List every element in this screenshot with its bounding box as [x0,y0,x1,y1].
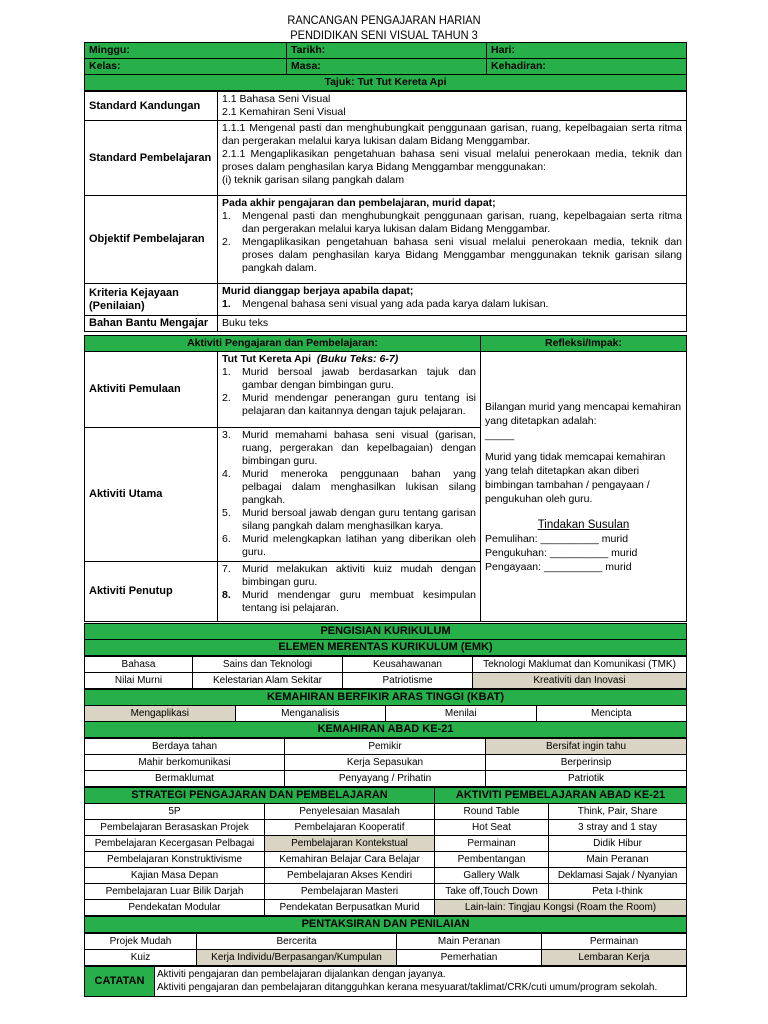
catatan-value [155,967,687,997]
emk-cell: Nilai Murni [85,673,193,689]
strategi-cell: Pembelajaran Konstruktivisme [85,852,265,868]
abad-cell: Mahir berkomunikasi [85,755,285,771]
abad-cell: Pemikir [285,739,486,755]
sp-item-2: 2.1.1 Mengaplikasikan pengetahuan bahasa seni visual melalui penerokaan media, teknik dan proses dalam penghasilan karya Bidang Menggambar menggunakan: [222,148,682,173]
emk-cell: Kelestarian Alam Sekitar [193,673,343,689]
utama-value [218,428,481,562]
bahan-label: Bahan Bantu Mengajar [85,316,218,332]
curriculum-section [84,623,686,997]
standard-kandungan-label: Standard Kandungan [85,92,218,121]
abad-header: KEMAHIRAN ABAD KE-21 [85,722,687,738]
emk-cell: Sains dan Teknologi [193,657,343,673]
pengayaan: Pengayaan: __________ murid [485,560,632,573]
strategi-cell: Think, Pair, Share [549,804,687,820]
pemulaan-item-1: 1. Murid bersoal jawab berdasarkan tajuk dan gambar dengan bimbingan guru. [222,366,477,391]
emk-cell: Patriotisme [343,673,473,689]
standard-pembelajaran-value [218,121,687,196]
objektif-label: Objektif Pembelajaran [85,196,218,284]
strategi-cell: Kajian Masa Depan [85,868,265,884]
utama-item-4: 4. Murid meneroka penggunaan bahan yang pelbagai dalam menghasilkan lukisan silang pangkah. [222,468,477,506]
strategi-cell: Gallery Walk [435,868,549,884]
strategi-cell: Pembentangan [435,852,549,868]
objektif-value [218,196,687,284]
pentaksiran-cell: Bercerita [197,934,397,950]
abad-cell: Penyayang / Prihatin [285,771,486,787]
standard-kandungan-value [218,92,687,121]
hari-field: Hari: [487,43,687,59]
abad-cell: Berperinsip [486,755,687,771]
penutup-item-8: 8. Murid mendengar guru membuat kesimpulan tentang isi pelajaran. [222,589,477,614]
pemulaan-item-2: 2. Murid mendengar penerangan guru tentang isi pelajaran dan kaitannya dengan tajuk pelajaran. [222,392,477,417]
sp-item-1: 1.1.1 Mengenal pasti dan menghubungkait penggunaan garisan, ruang, kepelbagaian serta ritma dan pergerakan melalui karya lukisan dalam Bidang Menggambar. [222,122,682,147]
standard-pembelajaran-label: Standard Pembelajaran [85,121,218,196]
emk-cell-selected: Kreativiti dan Inovasi [473,673,687,689]
pemulaan-value [218,352,481,428]
emk-header: ELEMEN MERENTAS KURIKULUM (EMK) [85,640,687,656]
kehadiran-field: Kehadiran: [487,59,687,75]
objektif-item-1: 1. Mengenal pasti dan menghubungkait penggunaan garisan, ruang, kepelbagaian serta ritma dan pergerakan melalui karya lukisan dalam Bidang Menggambar. [222,210,682,235]
objektif-intro: Pada akhir pengajaran dan pembelajaran, murid dapat; [222,197,496,209]
penutup-value [218,562,481,622]
refleksi-p1: Bilangan murid yang mencapai kemahiran yang ditetapkan adalah: [485,400,682,427]
abad-cell: Berdaya tahan [85,739,285,755]
strategi-cell: Kemahiran Belajar Cara Belajar [265,852,435,868]
top-section [84,42,686,332]
pentaksiran-cell: Pemerhatian [397,950,542,966]
pengisian-header: PENGISIAN KURIKULUM [85,624,687,640]
penutup-label: Aktiviti Penutup [85,562,218,622]
tajuk-row: Tajuk: Tut Tut Kereta Api [85,75,687,91]
tarikh-field: Tarikh: [287,43,487,59]
aktiviti-header: Aktiviti Pengajaran dan Pembelajaran: [85,336,481,352]
aktiviti21-header: AKTIVITI PEMBELAJARAN ABAD KE-21 [435,788,687,804]
pentaksiran-cell: Main Peranan [397,934,542,950]
pentaksiran-cell: Kuiz [85,950,197,966]
utama-label: Aktiviti Utama [85,428,218,562]
utama-item-3: 3. Murid memahami bahasa seni visual (garisan, ruang, pergerakan dan kepelbagaian) dengan bimbingan guru. [222,429,477,467]
refleksi-blank: _____ [485,428,515,441]
sk-item-1: 1.1 Bahasa Seni Visual [222,93,331,105]
activities-section [84,335,686,622]
kriteria-label: Kriteria Kejayaan (Penilaian) [85,284,218,316]
penutup-item-7: 7. Murid melakukan aktiviti kuiz mudah dengan bimbingan guru. [222,563,477,588]
doc-title-line1: RANCANGAN PENGAJARAN HARIAN [287,13,481,27]
objektif-item-2: 2. Mengaplikasikan pengetahuan bahasa seni visual melalui penerokaan media, teknik dan proses dalam penghasilan karya Bidang Menggambar menggunakan teknik garisan silang pangkah dalam. [222,236,682,274]
tindakan-susulan: Tindakan Susulan [537,518,630,531]
masa-field: Masa: [287,59,487,75]
refleksi-header: Refleksi/Impak: [481,336,687,352]
kbat-cell: Menganalisis [235,706,386,722]
utama-item-6: 6. Murid melengkapkan latihan yang diberikan oleh guru. [222,533,477,558]
pentaksiran-cell-selected: Lembaran Kerja [542,950,687,966]
doc-title-line2: PENDIDIKAN SENI VISUAL TAHUN 3 [290,28,478,42]
strategi-cell: Pembelajaran Luar Bilik Darjah [85,884,265,900]
strategi-cell: Take off,Touch Down [435,884,549,900]
aktiviti-title: Tut Tut Kereta Api (Buku Teks: 6-7) [222,353,399,365]
strategi-cell: Peta I-think [549,884,687,900]
kbat-cell: Menilai [386,706,537,722]
strategi-cell: Didik Hibur [549,836,687,852]
sp-item-3: (i) teknik garisan silang pangkah dalam [222,174,405,186]
strategi-cell: Pembelajaran Akses Kendiri [265,868,435,884]
strategi-cell: Pembelajaran Kecergasan Pelbagai [85,836,265,852]
kbat-header: KEMAHIRAN BERFIKIR ARAS TINGGI (KBAT) [85,690,687,706]
kriteria-item-1: 1. Mengenal bahasa seni visual yang ada pada karya dalam lukisan. [222,298,549,310]
strategi-cell: Pembelajaran Berasaskan Projek [85,820,265,836]
strategi-cell: Hot Seat [435,820,549,836]
strategi-cell: 3 stray and 1 stay [549,820,687,836]
abad-cell: Kerja Sepasukan [285,755,486,771]
sk-item-2: 2.1 Kemahiran Seni Visual [222,106,346,118]
strategi-header: STRATEGI PENGAJARAN DAN PEMBELAJARAN [85,788,435,804]
pentaksiran-cell: Projek Mudah [85,934,197,950]
kriteria-value [218,284,687,316]
kelas-field: Kelas: [85,59,287,75]
catatan-label: CATATAN [85,967,155,997]
strategi-cell: Penyelesaian Masalah [265,804,435,820]
kriteria-intro: Murid dianggap berjaya apabila dapat; [222,285,414,297]
pentaksiran-cell-selected: Kerja Individu/Berpasangan/Kumpulan [197,950,397,966]
strategi-cell-selected: Pembelajaran Kontekstual [265,836,435,852]
pemulaan-label: Aktiviti Pemulaan [85,352,218,428]
bahan-value: Buku teks [218,316,687,332]
abad-cell: Bermaklumat [85,771,285,787]
strategi-cell: Round Table [435,804,549,820]
kbat-cell-selected: Mengaplikasi [85,706,236,722]
strategi-cell-selected: Lain-lain: Tingjau Kongsi (Roam the Room) [435,900,687,916]
pentaksiran-cell: Permainan [542,934,687,950]
abad-cell: Patriotik [486,771,687,787]
pemulihan: Pemulihan: __________ murid [485,532,629,545]
kbat-cell: Mencipta [536,706,687,722]
strategi-cell: Pendekatan Modular [85,900,265,916]
pentaksiran-header: PENTAKSIRAN DAN PENILAIAN [85,917,687,933]
emk-cell: Teknologi Maklumat dan Komunikasi (TMK) [473,657,687,673]
catatan-line-2: Aktiviti pengajaran dan pembelajaran ditangguhkan kerana mesyuarat/taklimat/CRK/cuti umum/program sekolah. [157,982,658,993]
strategi-cell: Pendekatan Berpusatkan Murid [265,900,435,916]
minggu-field: Minggu: [85,43,287,59]
strategi-cell: 5P [85,804,265,820]
refleksi-cell [481,352,687,622]
strategi-cell: Main Peranan [549,852,687,868]
catatan-line-1: Aktiviti pengajaran dan pembelajaran dijalankan dengan jayanya. [157,969,446,980]
strategi-cell: Deklamasi Sajak / Nyanyian [549,868,687,884]
utama-item-5: 5. Murid bersoal jawab dengan guru tentang garisan silang pangkah dalam menghasilkan karya. [222,507,477,532]
strategi-cell: Pembelajaran Kooperatif [265,820,435,836]
abad-cell-selected: Bersifat ingin tahu [486,739,687,755]
strategi-cell: Permainan [435,836,549,852]
strategi-cell: Pembelajaran Masteri [265,884,435,900]
pengukuhan: Pengukuhan: __________ murid [485,546,638,559]
emk-cell: Keusahawanan [343,657,473,673]
refleksi-p2: Murid yang tidak memcapai kemahiran yang telah ditetapkan akan diberi bimbingan tambahan / pengayaan / pengukuhan oleh guru. [485,450,666,505]
emk-cell: Bahasa [85,657,193,673]
